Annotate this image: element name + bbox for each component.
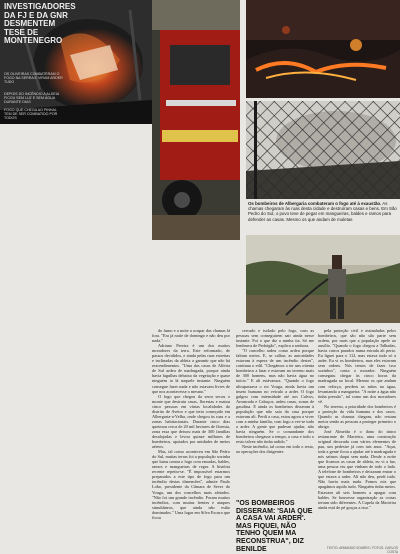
photo-man-hose-graphic (246, 235, 400, 323)
paragraph: "O concelho ardeu como ardeu porque faltam meios. E, se calhar, as autoridades estavam à espera de um incêndio destes", continua o edil. "Chegámos a ter uns oitenta bombeiros a lutar e estavam no terreno mais de 300 homens, mas não havia água no início." E ali estávamos. "Quando o fogo ultrapassava o rio Vouga, ainda havia um inseto humano no veículo a arder. O fogo galgou com intensidade até aos Calvos, Arrancada e Cabaços, ardeu casas, zonas de gasolina. E ainda os bombeiros disseram à população que não saia da casa porque estavam ali. Perdi a casa, estou agora a viver com a minha família, com fogo a ver-se tudo a arder. A gente que pudesse ajudar, não havia ninguém. Se o comandante dos bombeiros chegasse a tempo, a casa e todo o resto talvez não tinha ardido." (236, 348, 314, 445)
paragraph: José Almeida é o dono do único restaurante de Macieira, uma construção original decorada com vários elementos de pau, um pedestre já com tais anos. "Aqui, toda a gente ficou a ajudar até à madrugada e nós saímos daqui sem nada. Desde a noite que ficamos as casas de aldeia, eu vi a luz, uma pessoa viu que vinham de todo o lado. A telefone de bombeiros e deixaram entrar o que estava a arder. Ali não deu, perdi tudo. Não havia mais nada. Fomos nós que apagámos aquilo tudo. Ninguém tinha meios. Estavam ali seis homens a apagar com baldes. Se houvesse organização as coisas teriam sido diferentes. A Capela da Macieira ainda está de pé graças a isso." (318, 428, 396, 510)
article-column-1 (152, 328, 230, 520)
caption-lead: Os bombeiros de Albergaria combateram o fogo até à exaustão. (248, 201, 382, 206)
paragraph: O fogo que chegou da serra secou o monte que destruiu casas, florestas e matou cinco pessoas em várias localidades do distrito de Aveiro e que teria começado em Albergaria-a-Velha, onde chegou às ruas e a zonas habitacionais. Durante cinco dias queimou cerca de 20 mil hectares de floresta, zona essa que deixou mais de 300 famílias desalojadas e levou quinze milhares de bombeiros, apoiados por unidades de meios aéreos. (152, 393, 230, 450)
caption-text: As chamas chegaram às ruas desta cidade e destruíram casas e bens. Em São Pedro do Sul, o povo teve de pegar em mangueiras, baldes e ramos para defender as casas. Mesmo os que andam de muletas (248, 201, 397, 222)
paragraph: No terreno, a prioridade dos bombeiros é a proteção da vida humana e dos casos. Quando as chamas chegam, não restam meios senão as pessoas a proteger primeiro o abrigo. (318, 403, 396, 429)
cover-kicker: INVESTIGADORES DA FJ E DA GNR DESMENTEM TESE DE MONTENEGRO (4, 2, 76, 45)
cover-note: DEPOIS DO INCÊNDIO A ALDEIA FICOU SEM LUZ E SEM ÁGUA DURANTE DIAS (4, 92, 59, 105)
photo-fire-hand (0, 0, 152, 124)
paragraph: Neste incêndio, tal como em todo o resto, ao operações dos dirigentes (236, 444, 314, 455)
photo-fire-truck (152, 0, 240, 240)
photo-fence-smoke-graphic (246, 101, 400, 199)
pull-quote: "OS BOMBEIROS DISSERAM: 'SAIA QUE A CASA VAI ARDER'. MAS FIQUEI, NÃO TENHO QUEM MA RECONSTRUA", DIZ BENILDE (236, 500, 313, 553)
paragraph: Adriano Pereira é um dos muitos moradores da terra. Este reformado, de passos decididos, e ainda pelas ruas estreitas e inclinadas da aldeia a garantir que não há reacendimentos. "Uma das casas de Alfeira de Sul ardeu de madrugada, porque ainda havia fagulhas debaixo da vegetação e quase ninguém ia lá naquele instante. Ninguém consegue fazer nada e não estavam livres de que nos acontecesse o mesmo." (152, 343, 230, 394)
cover-note: OS OLIVEIRAS COMBATERAM O FOGO NA SERRA E VIRAM ARDER TUDO (4, 72, 63, 85)
photo-night-fire-graphic (246, 0, 400, 98)
photo-caption (248, 201, 398, 222)
photo-night-fire (246, 0, 400, 98)
paragraph: do fumo e a noite a ocupar das chamas lá fora. "Era já noite de domingo e não deu por nada." (152, 328, 230, 344)
paragraph: cercado e isolado pelo fogo, com as pessoas sem conseguirem sair ainda nesse instante. Foi o que diz a minha tia. Só me lembrava de Pedrógão", explica a senhora. (236, 328, 314, 349)
photo-fence-smoke (246, 101, 400, 199)
paragraph: Mas, tal como aconteceu em São Pedro do Sul, muitas terras foi a população sozinha que lutou contra o fogo com enxadas, baldes, ramos e mangueiras de regar. A história recente repetiu-se. "É impossível estarmos preparados a este tipo de fogo para um incêndio destas dimensões", admite Paulo Lobo, presidente da Câmara de Sever do Vouga, um dos concelhos mais afetados. "Não foi um grande incêndio. Foram muitos incêndios, com muitas frentes e ataques simultâneos, que ainda não estão dominados." Uma lugar em Silva Escura que ficou (152, 449, 230, 520)
paragraph: pela proteção civil e assinaladas pelos bombeiros, que são não são parte sem ordem, por mais que a população apele ao auxílio. "Quando o fogo chegou a Talhadas, havia carros parados numa estrada ali perto. Eu liguei para o 112, mas estava tudo só a arder. Eu vi os bombeiros, mas eles estavam sem ordens. Nós temos de fazer isso sozinhos", conta o morador. Ninguém conseguiu chegar às cinco horas da madrugada ao local. Mesmo os que andam com reforço, perdem as mãos na água, levantando a mangueira. "A noite a água não tinha pressão", tal como um dos moradores vê. (318, 328, 396, 404)
photo-fire-truck-graphic (152, 0, 240, 240)
article-column-3 (318, 328, 396, 510)
cover-note: FOGO QUE CHEGA AO PINHAL TEM DE SER COMBATIDO POR TODOS (4, 108, 58, 121)
photo-man-hose (246, 235, 400, 323)
article-column-2 (236, 328, 314, 454)
photo-credit: TEXTO: ARMANDO SOARES / FOTOS: CARLOS COSTA (326, 546, 398, 554)
